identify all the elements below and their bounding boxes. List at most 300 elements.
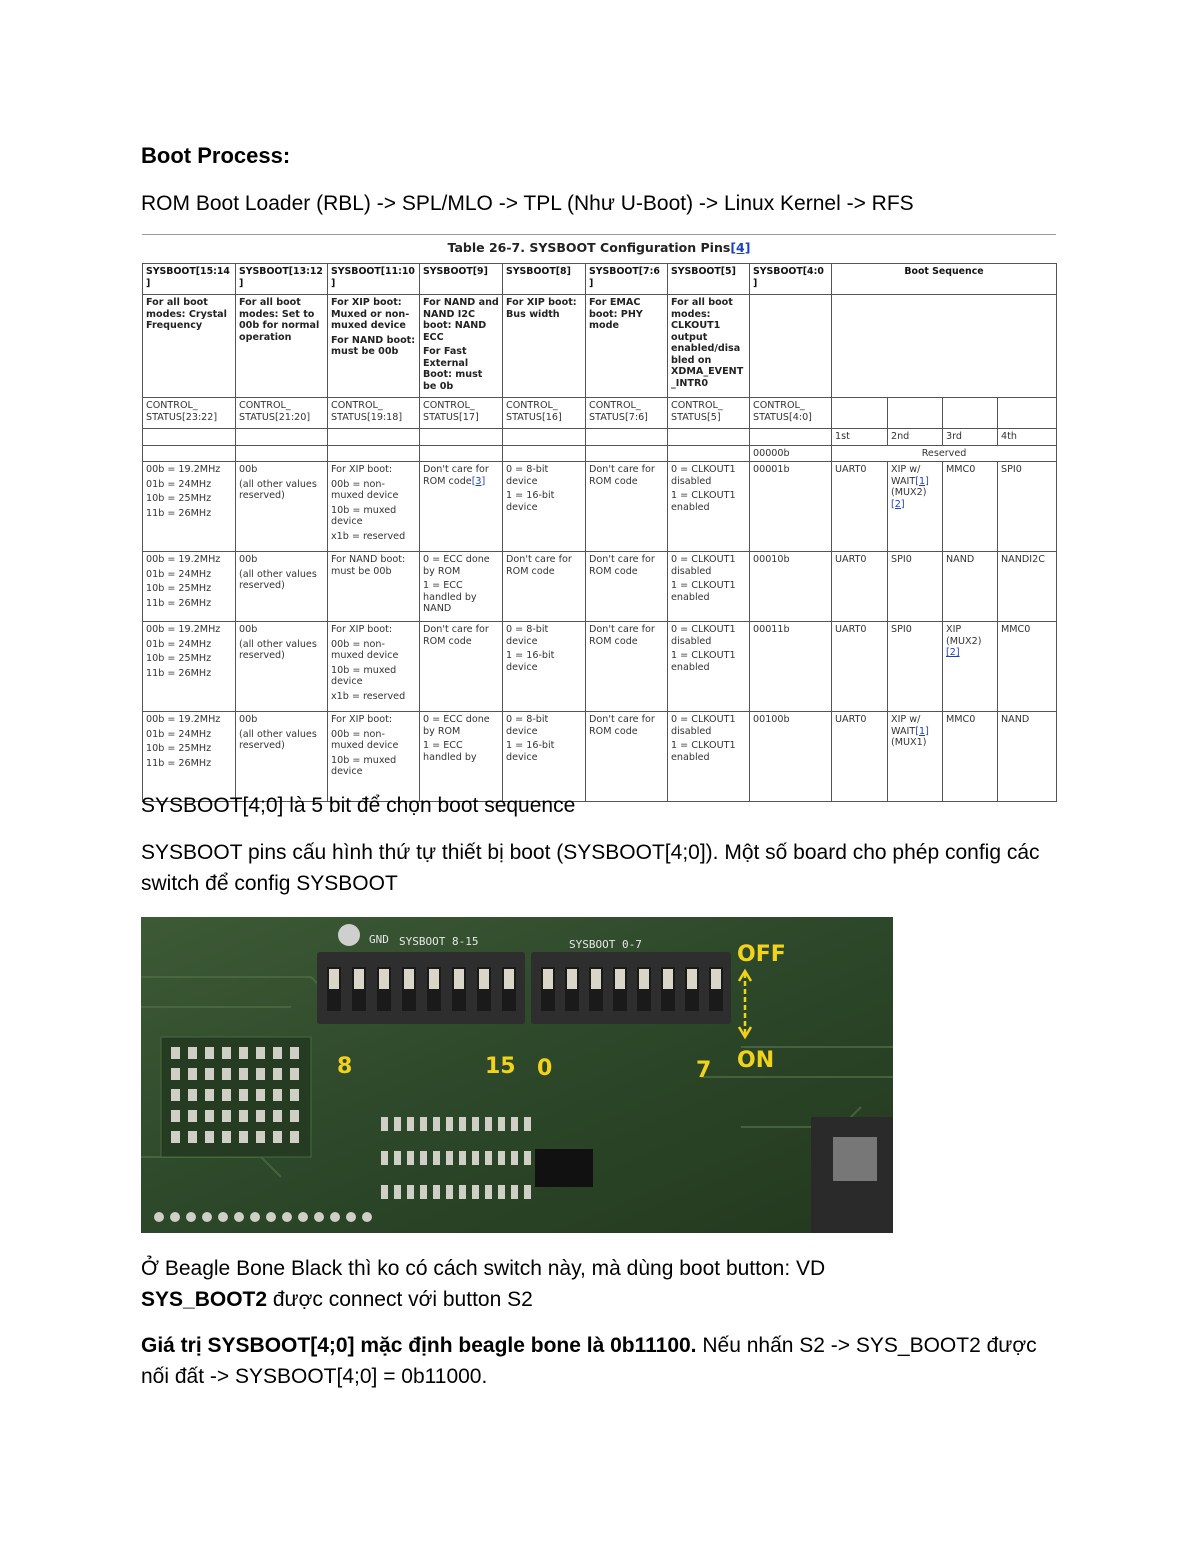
solder-pad: [381, 1151, 388, 1165]
header-cell: SYSBOOT[7:6]: [586, 264, 668, 295]
c11-line: For XIP boot:: [331, 714, 393, 725]
solder-pad: [171, 1131, 180, 1143]
solder-pad: [205, 1068, 214, 1080]
freq-line: 01b = 24MHz: [146, 568, 212, 580]
empty-cell: [328, 429, 420, 446]
control-cell: CONTROL_ STATUS[17]: [420, 398, 503, 429]
solder-pad: [407, 1151, 414, 1165]
description-line: For XIP boot: Muxed or non-muxed device: [331, 297, 410, 331]
switch-knob: [639, 969, 649, 989]
sysboot-5-cell: [668, 462, 750, 552]
control-cell: CONTROL_ STATUS[5]: [668, 398, 750, 429]
solder-pad: [498, 1185, 505, 1199]
c9-line: Don't care for ROM code: [423, 624, 489, 647]
description-cell: [420, 295, 503, 398]
empty-cell: [503, 445, 586, 462]
sysboot-8-cell: [503, 462, 586, 552]
sysboot-13-12-cell: [236, 712, 328, 802]
freq-cell: [143, 552, 236, 622]
solder-pad: [290, 1068, 299, 1080]
control-cell: [888, 398, 943, 429]
c9-line: 1 = ECC handled by NAND: [423, 580, 477, 614]
c5-line: 1 = CLKOUT1 enabled: [671, 580, 736, 603]
switch-knob: [429, 969, 439, 989]
label-0: 0: [537, 1056, 553, 1081]
label-8: 8: [337, 1054, 353, 1079]
boot-chain-text: ROM Boot Loader (RBL) -> SPL/MLO -> TPL (Như U-Boot) -> Linux Kernel -> RFS: [141, 192, 914, 215]
solder-pad: [171, 1068, 180, 1080]
solder-pad: [290, 1089, 299, 1101]
solder-pad: [420, 1117, 427, 1131]
sysboot-11-10-cell: [328, 462, 420, 552]
c13-line: 00b: [239, 714, 258, 725]
solder-pad: [485, 1151, 492, 1165]
c5-line: 1 = CLKOUT1 enabled: [671, 650, 736, 673]
freq-line: 11b = 26MHz: [146, 507, 212, 519]
c11-line: x1b = reserved: [331, 690, 406, 702]
solder-pad: [273, 1089, 282, 1101]
solder-pad: [256, 1068, 265, 1080]
sysboot-13-12-cell: [236, 622, 328, 712]
table-row: [143, 622, 1057, 712]
c5-line: 0 = CLKOUT1 disabled: [671, 554, 736, 577]
sequence-cell: MMC0: [943, 462, 998, 552]
switch-knob: [379, 969, 389, 989]
code-cell: 00010b: [750, 552, 832, 622]
solder-pad: [472, 1117, 479, 1131]
control-cell: CONTROL_ STATUS[19:18]: [328, 398, 420, 429]
empty-cell: [143, 445, 236, 462]
c13-line: (all other values reserved): [239, 638, 317, 661]
switch-knob: [615, 969, 625, 989]
control-cell: [943, 398, 998, 429]
label-on: ON: [737, 1048, 775, 1073]
control-cell: CONTROL_ STATUS[21:20]: [236, 398, 328, 429]
sysboot-5-cell: [668, 712, 750, 802]
solder-pad: [394, 1185, 401, 1199]
solder-pad: [498, 1151, 505, 1165]
empty-cell: [503, 429, 586, 446]
solder-pad: [205, 1131, 214, 1143]
c9-line: 0 = ECC done by ROM: [423, 714, 490, 737]
sysboot-13-12-cell: [236, 552, 328, 622]
switch-knob: [479, 969, 489, 989]
table-row: [143, 462, 1057, 552]
footnote-link[interactable]: [3]: [471, 475, 486, 487]
footnote-link[interactable]: [2]: [946, 647, 960, 658]
freq-line: 11b = 26MHz: [146, 667, 212, 679]
c7-line: Don't care for ROM code: [589, 554, 655, 577]
solder-pad: [256, 1047, 265, 1059]
header-cell: SYSBOOT[13:12]: [236, 264, 328, 295]
solder-pad: [239, 1047, 248, 1059]
freq-line: 00b = 19.2MHz: [146, 714, 221, 725]
solder-pad: [446, 1117, 453, 1131]
sysboot-9-cell: [420, 552, 503, 622]
sysboot-11-10-cell: [328, 552, 420, 622]
para-sysboot-bits: SYSBOOT[4;0] là 5 bit để chọn boot sequence: [141, 794, 576, 817]
table-caption: [142, 235, 1056, 263]
beaglebone-sysboot-switch-photo: [141, 917, 893, 1233]
c11-line: 00b = non-muxed device: [331, 638, 399, 661]
switch-knob: [591, 969, 601, 989]
code-cell: 00001b: [750, 462, 832, 552]
c5-line: 0 = CLKOUT1 disabled: [671, 624, 736, 647]
freq-line: 00b = 19.2MHz: [146, 464, 221, 475]
c9-line: 0 = ECC done by ROM: [423, 554, 490, 577]
switch-knob: [663, 969, 673, 989]
silk-gnd: GND: [369, 933, 389, 946]
via-pad: [298, 1212, 308, 1222]
table-control-row: [143, 398, 1057, 429]
control-cell: [832, 398, 888, 429]
header-cell: SYSBOOT[8]: [503, 264, 586, 295]
boot-process-heading: Boot Process:: [141, 143, 291, 168]
freq-line: 11b = 26MHz: [146, 597, 212, 609]
sysboot-5-cell: [668, 552, 750, 622]
empty-cell: [586, 445, 668, 462]
freq-cell: [143, 622, 236, 712]
sequence-cell: NAND: [998, 712, 1057, 802]
empty-cell: [668, 445, 750, 462]
solder-pad: [188, 1131, 197, 1143]
sysboot-8-cell: [503, 552, 586, 622]
c13-line: 00b: [239, 464, 258, 475]
sequence-cell: XIP (MUX2)[2]: [943, 622, 998, 712]
sequence-cell: MMC0: [943, 712, 998, 802]
solder-pad: [273, 1110, 282, 1122]
table-header-row: [143, 264, 1057, 295]
solder-pad: [222, 1110, 231, 1122]
c8-line: 0 = 8-bit device: [506, 624, 549, 647]
sysboot-9-cell: [420, 462, 503, 552]
sysboot-7-6-cell: [586, 712, 668, 802]
table-caption-text: Table 26-7. SYSBOOT Configuration Pins: [447, 240, 731, 255]
solder-pad: [524, 1185, 531, 1199]
sysboot-5-cell: [668, 622, 750, 712]
via-pad: [330, 1212, 340, 1222]
solder-pad: [524, 1117, 531, 1131]
empty-cell: [750, 429, 832, 446]
description-cell: [750, 295, 832, 398]
via-pad: [282, 1212, 292, 1222]
c11-line: x1b = reserved: [331, 530, 406, 542]
sequence-cell: UART0: [832, 622, 888, 712]
solder-pad: [239, 1131, 248, 1143]
empty-cell: [236, 445, 328, 462]
empty-cell: [420, 445, 503, 462]
label-7: 7: [696, 1058, 712, 1083]
sysboot-9-cell: [420, 712, 503, 802]
solder-pad: [171, 1047, 180, 1059]
c13-line: 00b: [239, 624, 258, 635]
solder-pad: [239, 1110, 248, 1122]
solder-pad: [256, 1110, 265, 1122]
switch-knob: [687, 969, 697, 989]
switch-knob: [543, 969, 553, 989]
solder-pad: [524, 1151, 531, 1165]
solder-pad: [394, 1117, 401, 1131]
silk-sysboot-0-7: SYSBOOT 0-7: [569, 938, 642, 951]
freq-line: 11b = 26MHz: [146, 757, 212, 769]
para4-rest: Nếu nhấn S2 -> SYS_BOOT2 được nối đất -> SYSBOOT[4;0] = 0b11000.: [141, 1334, 1037, 1388]
table-reserved-row: [143, 445, 1057, 462]
solder-pad: [407, 1185, 414, 1199]
c5-line: 0 = CLKOUT1 disabled: [671, 714, 736, 737]
footnote-link[interactable]: [1]: [915, 725, 929, 737]
via-pad: [362, 1212, 372, 1222]
sysboot-7-6-cell: [586, 622, 668, 712]
freq-line: 10b = 25MHz: [146, 583, 212, 594]
c8-line: 1 = 16-bit device: [506, 740, 555, 763]
solder-pad: [188, 1110, 197, 1122]
header-cell: SYSBOOT[9]: [420, 264, 503, 295]
description-line: For EMAC boot: PHY mode: [589, 297, 643, 331]
sys-boot2-bold: SYS_BOOT2: [141, 1288, 268, 1311]
via-pad: [250, 1212, 260, 1222]
label-off: OFF: [737, 942, 786, 967]
description-cell: [668, 295, 750, 398]
c5-line: 1 = CLKOUT1 enabled: [671, 490, 736, 513]
empty-cell: [328, 445, 420, 462]
solder-pad: [222, 1047, 231, 1059]
sequence-cell: UART0: [832, 712, 888, 802]
solder-pad: [433, 1185, 440, 1199]
freq-cell: [143, 712, 236, 802]
solder-pad: [511, 1117, 518, 1131]
solder-pad: [290, 1047, 299, 1059]
table-sequence-header-row: [143, 429, 1057, 446]
solder-pad: [459, 1117, 466, 1131]
header-cell-boot-sequence: Boot Sequence: [832, 264, 1057, 295]
sequence-header-cell: 3rd: [943, 429, 998, 446]
c9-line: Don't care for ROM code[3]: [423, 464, 489, 487]
solder-pad: [222, 1131, 231, 1143]
c8-line: 0 = 8-bit device: [506, 464, 549, 487]
sequence-cell: XIP w/ WAIT[1] (MUX1): [888, 712, 943, 802]
description-line: For all boot modes: CLKOUT1 output enabled/disabled on XDMA_EVENT_INTR0: [671, 297, 744, 389]
switch-knob: [354, 969, 364, 989]
reserved-cell: Reserved: [832, 445, 1057, 462]
solder-pad: [171, 1089, 180, 1101]
solder-pad: [407, 1117, 414, 1131]
description-cell: [503, 295, 586, 398]
sequence-cell: NANDI2C: [998, 552, 1057, 622]
label-15: 15: [485, 1054, 516, 1079]
description-line: For Fast External Boot: must be 0b: [423, 346, 483, 392]
via-pad: [154, 1212, 164, 1222]
empty-cell: [143, 429, 236, 446]
solder-pad: [273, 1068, 282, 1080]
description-line: For all boot modes: Crystal Frequency: [146, 297, 227, 331]
c13-line: (all other values reserved): [239, 728, 317, 751]
via-pad: [266, 1212, 276, 1222]
para-bbb-boot-button: [141, 1253, 1061, 1315]
solder-pad: [485, 1185, 492, 1199]
via-pad: [202, 1212, 212, 1222]
header-cell: SYSBOOT[5]: [668, 264, 750, 295]
c7-line: Don't care for ROM code: [589, 624, 655, 647]
via-pad: [170, 1212, 180, 1222]
solder-pad: [446, 1151, 453, 1165]
sysboot-11-10-cell: [328, 622, 420, 712]
c8-line: 0 = 8-bit device: [506, 714, 549, 737]
c11-line: 10b = muxed device: [331, 504, 397, 527]
header-cell: SYSBOOT[15:14]: [143, 264, 236, 295]
code-cell: 00100b: [750, 712, 832, 802]
solder-pad: [256, 1089, 265, 1101]
sequence-cell: SPI0: [998, 462, 1057, 552]
solder-pad: [459, 1185, 466, 1199]
solder-pad: [205, 1110, 214, 1122]
sysboot-9-cell: [420, 622, 503, 712]
solder-pad: [256, 1131, 265, 1143]
c5-line: 1 = CLKOUT1 enabled: [671, 740, 736, 763]
control-cell: [998, 398, 1057, 429]
dip-switch-0-7: [531, 952, 731, 1024]
description-cell: [832, 295, 1057, 398]
description-cell: [328, 295, 420, 398]
c11-line: For NAND boot: must be 00b: [331, 554, 406, 577]
empty-cell: [668, 429, 750, 446]
pcb-small-chip: [535, 1149, 593, 1187]
via-pad: [234, 1212, 244, 1222]
footnote-link[interactable]: [2]: [891, 498, 905, 510]
c9-line: 1 = ECC handled by: [423, 740, 477, 763]
table-row: [143, 712, 1057, 802]
freq-line: 00b = 19.2MHz: [146, 624, 221, 635]
via-pad: [186, 1212, 196, 1222]
freq-line: 01b = 24MHz: [146, 478, 212, 490]
switch-knob: [567, 969, 577, 989]
pcb-right-chip-die: [833, 1137, 877, 1181]
footnote-link[interactable]: [1]: [915, 475, 929, 487]
solder-pad: [420, 1151, 427, 1165]
c8-line: 1 = 16-bit device: [506, 490, 555, 513]
freq-line: 10b = 25MHz: [146, 493, 212, 504]
sysboot-8-cell: [503, 622, 586, 712]
solder-pad: [205, 1047, 214, 1059]
para-default-sysboot: [141, 1330, 1061, 1392]
code-cell: 00011b: [750, 622, 832, 712]
c5-line: 0 = CLKOUT1 disabled: [671, 464, 736, 487]
solder-pad: [171, 1110, 180, 1122]
c11-line: 10b = muxed device: [331, 664, 397, 687]
c8-line: Don't care for ROM code: [506, 554, 572, 577]
solder-pad: [394, 1151, 401, 1165]
sysboot-8-cell: [503, 712, 586, 802]
solder-pad: [446, 1185, 453, 1199]
solder-pad: [222, 1068, 231, 1080]
c7-line: Don't care for ROM code: [589, 714, 655, 737]
description-cell: [236, 295, 328, 398]
sysboot-config-table: [142, 263, 1057, 802]
switch-knob: [454, 969, 464, 989]
freq-line: 10b = 25MHz: [146, 653, 212, 664]
freq-line: 00b = 19.2MHz: [146, 554, 221, 565]
sysboot-11-10-cell: [328, 712, 420, 802]
solder-pad: [381, 1185, 388, 1199]
sysboot-table-figure: [142, 234, 1056, 777]
sequence-cell: SPI0: [888, 552, 943, 622]
description-line: For NAND boot: must be 00b: [331, 334, 416, 357]
pcb-ic-area: [161, 1037, 311, 1157]
c11-line: 00b = non-muxed device: [331, 728, 399, 751]
table-description-row: [143, 295, 1057, 398]
sequence-cell: XIP w/ WAIT[1] (MUX2)[2]: [888, 462, 943, 552]
sequence-cell: MMC0: [998, 622, 1057, 712]
solder-pad: [239, 1089, 248, 1101]
para3-rest: được connect với button S2: [267, 1288, 533, 1311]
freq-line: 10b = 25MHz: [146, 743, 212, 754]
solder-pad: [433, 1117, 440, 1131]
freq-line: 01b = 24MHz: [146, 638, 212, 650]
solder-pad: [433, 1151, 440, 1165]
via-pad: [218, 1212, 228, 1222]
solder-pad: [273, 1047, 282, 1059]
c11-line: For XIP boot:: [331, 624, 393, 635]
solder-pad: [188, 1047, 197, 1059]
c11-line: 10b = muxed device: [331, 754, 397, 777]
header-cell: SYSBOOT[4:0]: [750, 264, 832, 295]
c11-line: For XIP boot:: [331, 464, 393, 475]
header-cell: SYSBOOT[11:10]: [328, 264, 420, 295]
empty-cell: [236, 429, 328, 446]
solder-pad: [420, 1185, 427, 1199]
solder-pad: [381, 1117, 388, 1131]
control-cell: CONTROL_ STATUS[16]: [503, 398, 586, 429]
default-value-bold: Giá trị SYSBOOT[4;0] mặc định beagle bone là 0b11100.: [141, 1334, 697, 1357]
switch-knob: [404, 969, 414, 989]
control-cell: CONTROL_ STATUS[7:6]: [586, 398, 668, 429]
solder-pad: [459, 1151, 466, 1165]
via-pad: [314, 1212, 324, 1222]
via-pad: [346, 1212, 356, 1222]
solder-pad: [498, 1117, 505, 1131]
table-row: [143, 552, 1057, 622]
sequence-cell: UART0: [832, 552, 888, 622]
sequence-cell: UART0: [832, 462, 888, 552]
description-line: For XIP boot: Bus width: [506, 297, 577, 320]
code-cell: 00000b: [750, 445, 832, 462]
silk-sysboot-8-15: SYSBOOT 8-15: [399, 935, 479, 948]
table-caption-ref-link[interactable]: [4]: [730, 240, 751, 255]
c11-line: 00b = non-muxed device: [331, 478, 399, 501]
solder-pad: [222, 1089, 231, 1101]
switch-knob: [504, 969, 514, 989]
empty-cell: [586, 429, 668, 446]
control-cell: CONTROL_ STATUS[4:0]: [750, 398, 832, 429]
sequence-header-cell: 2nd: [888, 429, 943, 446]
sysboot-7-6-cell: [586, 552, 668, 622]
sequence-cell: SPI0: [888, 622, 943, 712]
para-sysboot-pins: SYSBOOT pins cấu hình thứ tự thiết bị boot (SYSBOOT[4;0]). Một số board cho phép config các switch để config SYSBOOT: [141, 841, 1040, 895]
freq-line: 01b = 24MHz: [146, 728, 212, 740]
description-line: For NAND and NAND I2C boot: NAND ECC: [423, 297, 499, 343]
solder-pad: [472, 1151, 479, 1165]
c8-line: 1 = 16-bit device: [506, 650, 555, 673]
sequence-cell: NAND: [943, 552, 998, 622]
solder-pad: [188, 1089, 197, 1101]
c13-line: (all other values reserved): [239, 478, 317, 501]
empty-cell: [420, 429, 503, 446]
solder-pad: [205, 1089, 214, 1101]
description-line: For all boot modes: Set to 00b for normal operation: [239, 297, 320, 343]
solder-pad: [485, 1117, 492, 1131]
switch-knob: [711, 969, 721, 989]
switch-knob: [329, 969, 339, 989]
pcb-screw: [338, 924, 360, 946]
